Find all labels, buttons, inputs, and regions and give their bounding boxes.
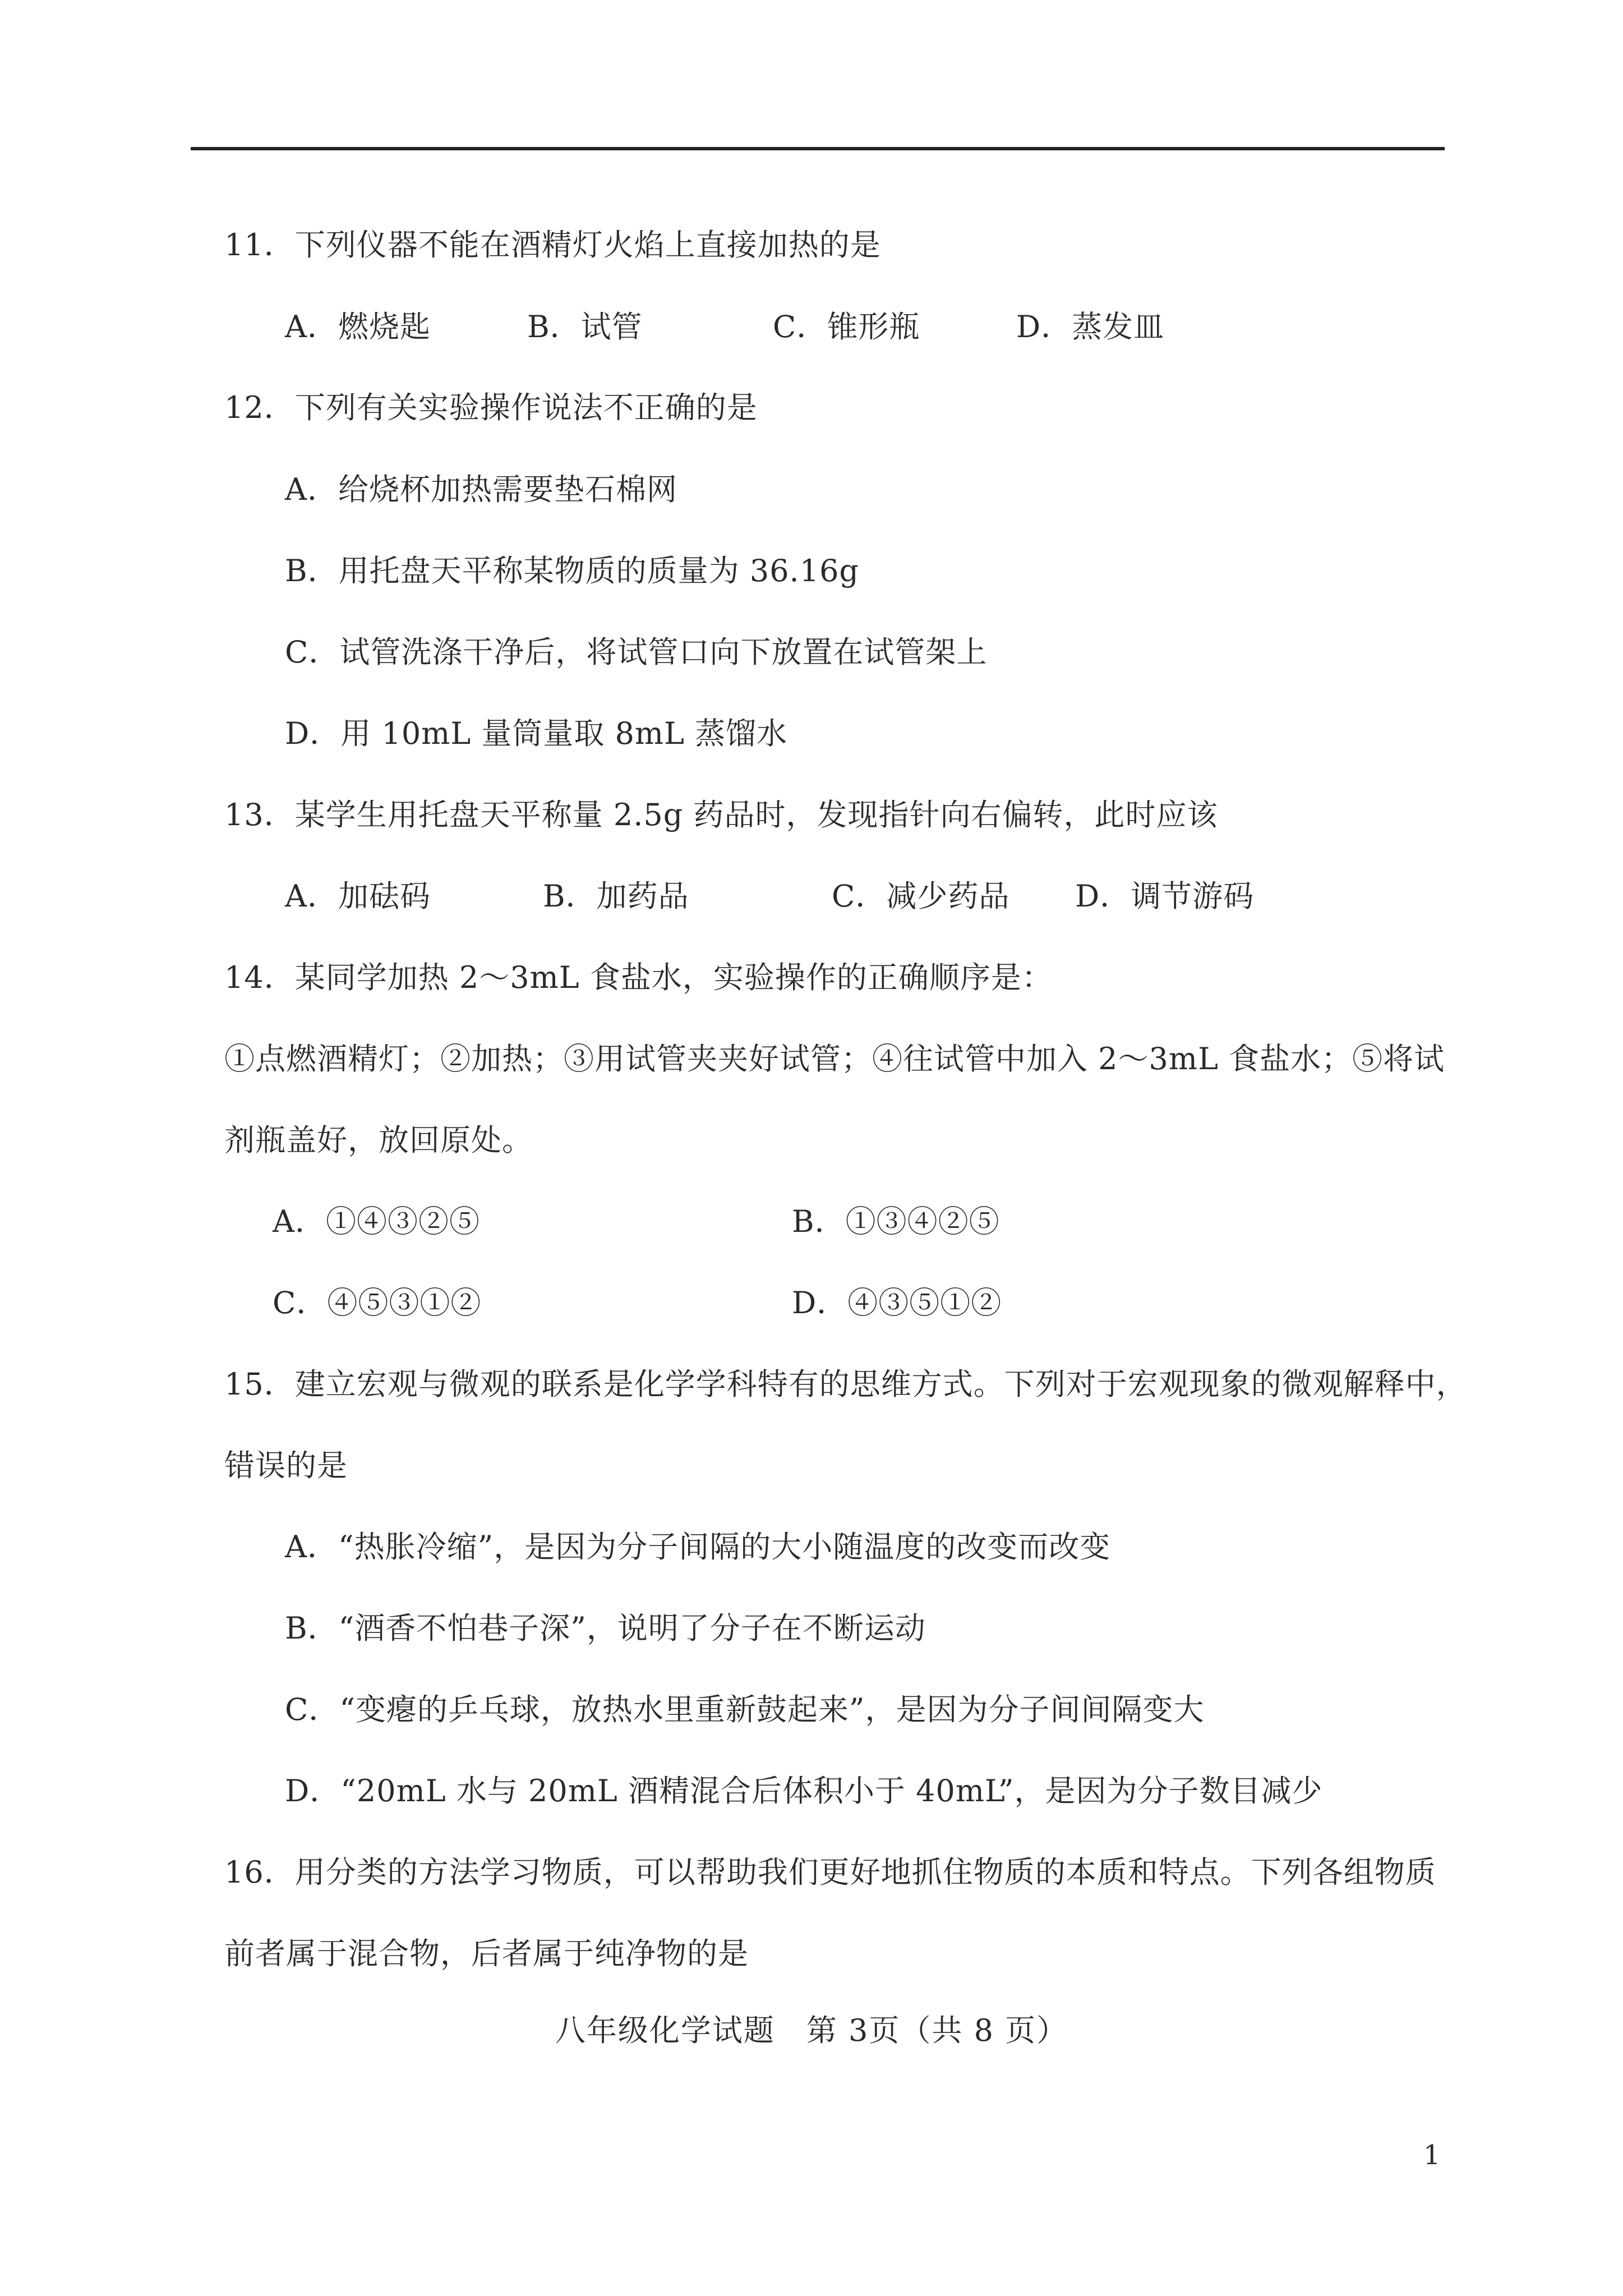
- question-12-option-d[interactable]: D．用 10mL 量筒量取 8mL 蒸馏水: [285, 716, 788, 751]
- page-footer: 八年级化学试题 第 3页（共 8 页）: [555, 2013, 1068, 2048]
- question-13-stem: 13．某学生用托盘天平称量 2.5g 药品时，发现指针向右偏转，此时应该: [224, 797, 1218, 832]
- question-12-option-c[interactable]: C．试管洗涤干净后，将试管口向下放置在试管架上: [285, 634, 988, 670]
- question-14-body-line-2: 剂瓶盖好，放回原处。: [224, 1122, 533, 1158]
- question-15-stem-line-1: 15．建立宏观与微观的联系是化学学科特有的思维方式。下列对于宏观现象的微观解释中，: [224, 1366, 1467, 1402]
- question-11-option-b[interactable]: B．试管: [527, 309, 643, 344]
- question-11-option-a[interactable]: A．燃烧匙: [285, 309, 431, 344]
- question-14-option-d[interactable]: D．④③⑤①②: [792, 1285, 1002, 1320]
- question-11-option-d[interactable]: D．蒸发皿: [1016, 309, 1165, 344]
- question-16-stem-line-1: 16．用分类的方法学习物质，可以帮助我们更好地抓住物质的本质和特点。下列各组物质: [224, 1855, 1436, 1890]
- question-15-option-a[interactable]: A．“热胀冷缩”，是因为分子间隔的大小随温度的改变而改变: [285, 1529, 1111, 1565]
- question-13-option-b[interactable]: B．加药品: [543, 878, 689, 914]
- question-13-option-a[interactable]: A．加砝码: [285, 878, 431, 914]
- question-15-option-c[interactable]: C．“变瘪的乒乓球，放热水里重新鼓起来”，是因为分子间间隔变大: [285, 1692, 1205, 1727]
- question-14-body-line-1: ①点燃酒精灯；②加热；③用试管夹夹好试管；④往试管中加入 2～3mL 食盐水；⑤将试: [224, 1041, 1445, 1076]
- question-11-stem: 11．下列仪器不能在酒精灯火焰上直接加热的是: [224, 227, 881, 263]
- page-number: 1: [1423, 2139, 1441, 2171]
- header-rule: [191, 147, 1445, 150]
- question-14-option-b[interactable]: B．①③④②⑤: [792, 1204, 1000, 1239]
- question-13-option-d[interactable]: D．调节游码: [1075, 878, 1255, 914]
- question-11-option-c[interactable]: C．锥形瓶: [773, 309, 920, 344]
- question-14-option-c[interactable]: C．④⑤③①②: [273, 1285, 482, 1320]
- question-14-option-a[interactable]: A．①④③②⑤: [273, 1204, 480, 1239]
- question-15-stem-line-2: 错误的是: [224, 1448, 348, 1483]
- question-12-option-a[interactable]: A．给烧杯加热需要垫石棉网: [285, 472, 677, 507]
- question-12-stem: 12．下列有关实验操作说法不正确的是: [224, 390, 758, 425]
- question-16-stem-line-2: 前者属于混合物，后者属于纯净物的是: [224, 1936, 749, 1971]
- question-12-option-b[interactable]: B．用托盘天平称某物质的质量为 36.16g: [285, 553, 860, 588]
- question-15-option-b[interactable]: B．“酒香不怕巷子深”，说明了分子在不断运动: [285, 1611, 926, 1646]
- question-15-option-d[interactable]: D．“20mL 水与 20mL 酒精混合后体积小于 40mL”，是因为分子数目减少: [285, 1773, 1323, 1809]
- question-14-stem: 14．某同学加热 2～3mL 食盐水，实验操作的正确顺序是：: [224, 960, 1053, 995]
- question-13-option-c[interactable]: C．减少药品: [832, 878, 1010, 914]
